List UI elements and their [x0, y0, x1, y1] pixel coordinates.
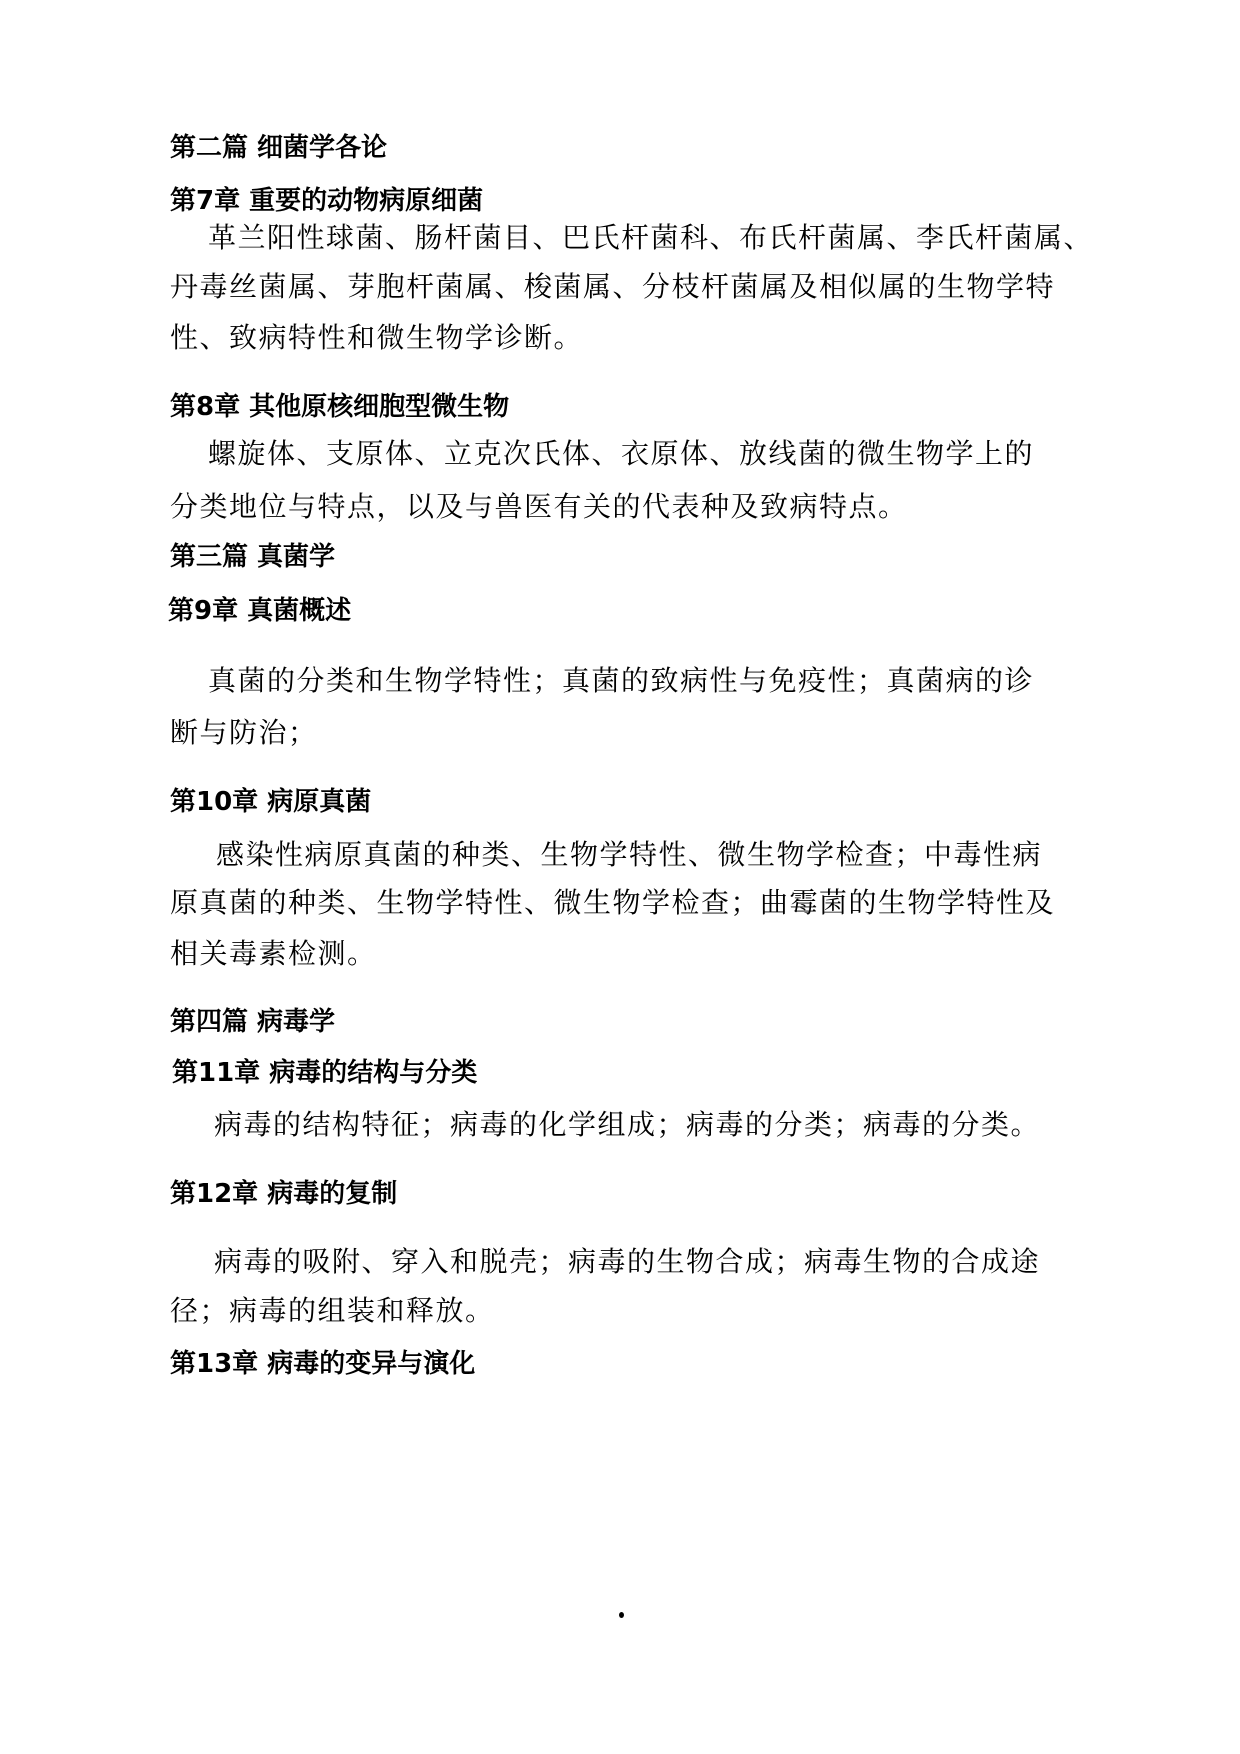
paragraph-line: 相关毒素检测。: [170, 937, 377, 970]
chapter-heading-10: 第10章 病原真菌: [170, 787, 372, 817]
chapter-heading-12: 第12章 病毒的复制: [170, 1179, 398, 1209]
paragraph-line: 革兰阳性球菌、肠杆菌目、巴氏杆菌科、布氏杆菌属、李氏杆菌属、: [208, 221, 1094, 254]
chapter-heading-8: 第8章 其他原核细胞型微生物: [170, 392, 510, 422]
paragraph-line: 断与防治；: [170, 716, 318, 749]
paragraph-line: 感染性病原真菌的种类、生物学特性、微生物学检查；中毒性病: [216, 838, 1043, 871]
paragraph-line: 病毒的结构特征；病毒的化学组成；病毒的分类；病毒的分类。: [214, 1108, 1041, 1141]
part-heading-2: 第二篇 细菌学各论: [170, 133, 388, 163]
paragraph-line: 病毒的吸附、穿入和脱壳；病毒的生物合成；病毒生物的合成途: [214, 1245, 1041, 1278]
paragraph-line: 原真菌的种类、生物学特性、微生物学检查；曲霉菌的生物学特性及: [170, 886, 1056, 919]
paragraph-line: 螺旋体、支原体、立克次氏体、衣原体、放线菌的微生物学上的: [208, 437, 1035, 470]
chapter-heading-13: 第13章 病毒的变异与演化: [170, 1349, 476, 1379]
chapter-heading-7: 第7章 重要的动物病原细菌: [170, 186, 484, 216]
part-heading-4: 第四篇 病毒学: [170, 1007, 336, 1037]
paragraph-line: 真菌的分类和生物学特性；真菌的致病性与免疫性；真菌病的诊: [208, 664, 1035, 697]
paragraph-line: 丹毒丝菌属、芽胞杆菌属、梭菌属、分枝杆菌属及相似属的生物学特: [170, 270, 1056, 303]
chapter-heading-9: 第9章 真菌概述: [168, 596, 352, 626]
paragraph-line: 性、致病特性和微生物学诊断。: [170, 321, 584, 354]
part-heading-3: 第三篇 真菌学: [170, 542, 336, 572]
paragraph-line: 径；病毒的组装和释放。: [170, 1294, 495, 1327]
paragraph-line: 分类地位与特点，以及与兽医有关的代表种及致病特点。: [170, 490, 908, 523]
page-marker-dot: [619, 1612, 624, 1618]
chapter-heading-11: 第11章 病毒的结构与分类: [172, 1058, 478, 1088]
